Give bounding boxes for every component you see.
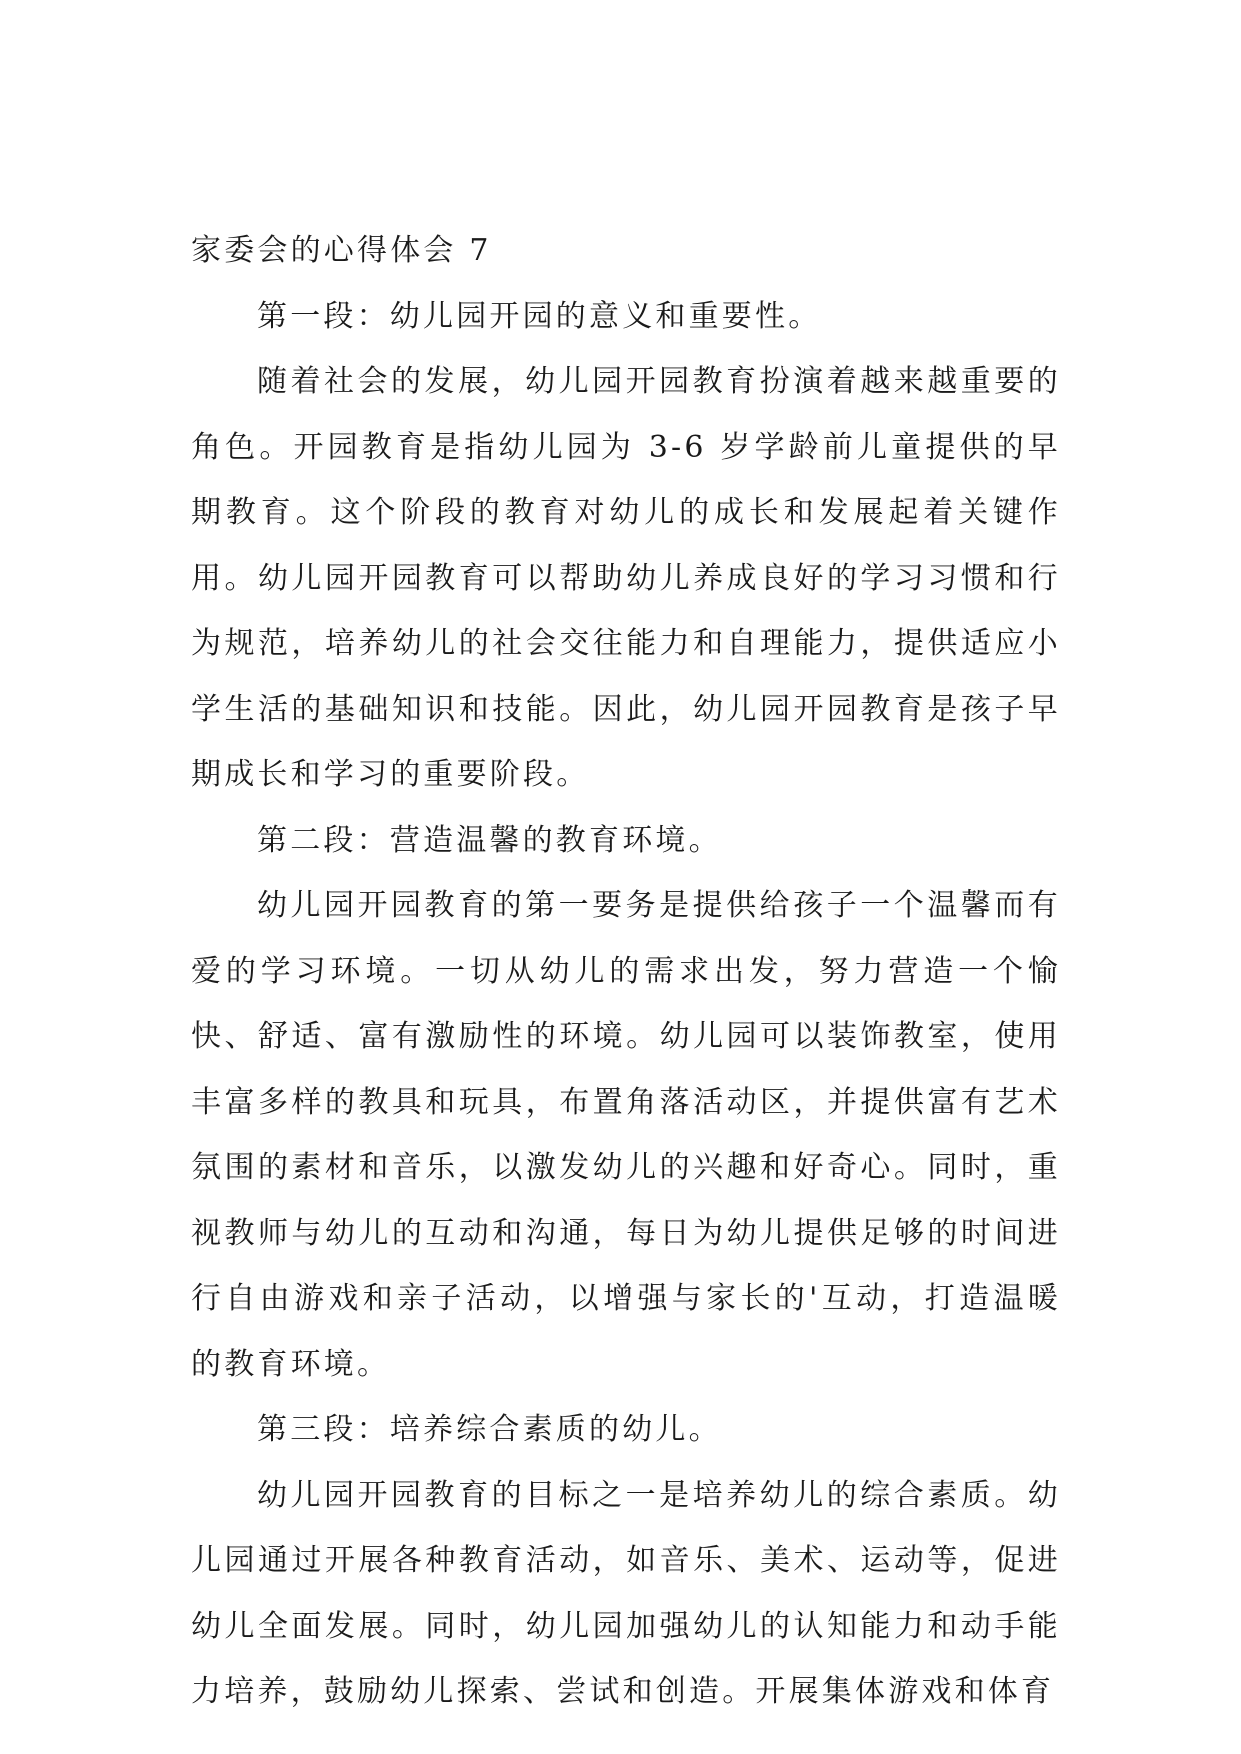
section-heading-2: 第二段：营造温馨的教育环境。 <box>257 822 722 858</box>
section-heading-3: 第三段：培养综合素质的幼儿。 <box>257 1412 722 1447</box>
section-paragraph-2: 幼儿园开园教育的第一要务是提供给孩子一个温馨而有爱的学习环境。一切从幼儿的需求出发，努力营造一个愉快、舒适、富有激励性的环境。幼儿园可以装饰教室，使用丰富多样的教具和玩具，布置角落活动区，并提供富有艺术氛围的素材和音乐，以激发幼儿的兴趣和好奇心。同时，重视教师与幼儿的互动和沟通，每日为幼儿提供足够的时间进行自由游戏和亲子活动，以增强与家长的'互动，打造温暖的教育环境。 <box>191 888 1061 1382</box>
section-paragraph-3: 幼儿园开园教育的目标之一是培养幼儿的综合素质。幼儿园通过开展各种教育活动，如音乐、美术、运动等，促进幼儿全面发展。同时，幼儿园加强幼儿的认知能力和动手能力培养，鼓励幼儿探索、尝试和创造。开展集体游戏和体育 <box>191 1477 1061 1709</box>
document-body <box>191 218 1061 1725</box>
section-heading-1: 第一段：幼儿园开园的意义和重要性。 <box>257 298 822 334</box>
section-paragraph-1: 随着社会的发展，幼儿园开园教育扮演着越来越重要的角色。开园教育是指幼儿园为 3-6 岁学龄前儿童提供的早期教育。这个阶段的教育对幼儿的成长和发展起着关键作用。幼儿园开园教育可以帮助幼儿养成良好的学习习惯和行为规范，培养幼儿的社会交往能力和自理能力，提供适应小学生活的基础知识和技能。因此，幼儿园开园教育是孩子早期成长和学习的重要阶段。 <box>191 364 1061 792</box>
document-title: 家委会的心得体会 7 <box>191 233 492 268</box>
